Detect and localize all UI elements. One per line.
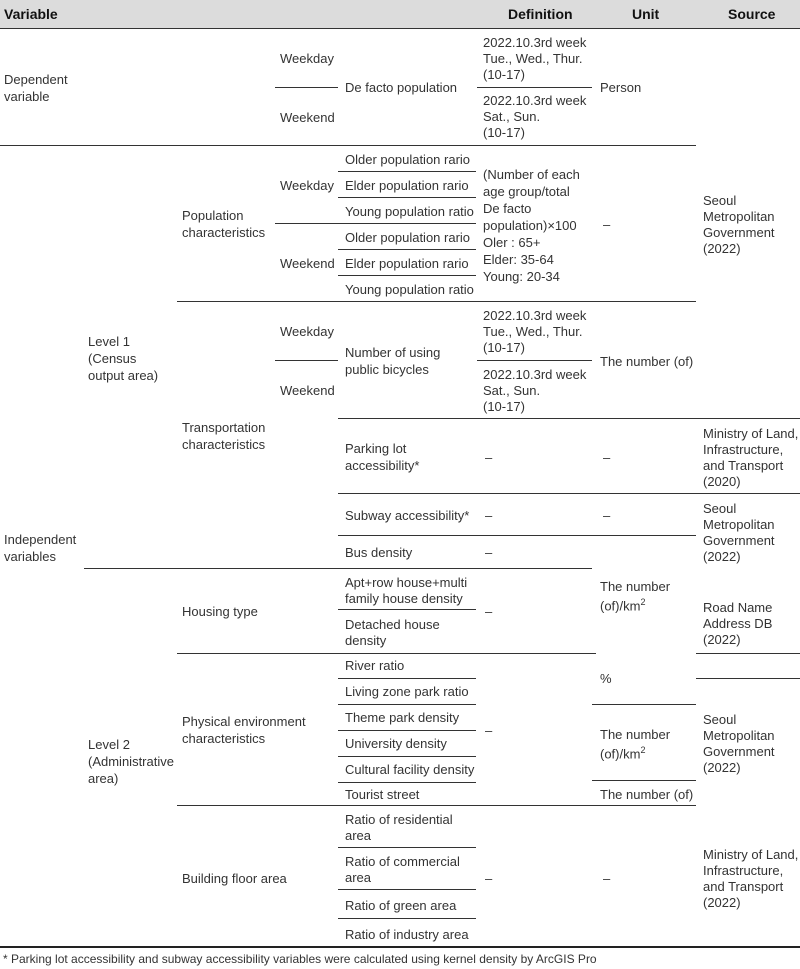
subway-source-1: Seoul xyxy=(703,501,737,516)
phys-source-4: (2022) xyxy=(703,760,741,775)
bike-def-weekend-2: Sat., Sun. xyxy=(483,383,541,398)
phys-source-2: Metropolitan xyxy=(703,728,775,743)
dep-def-weekday-2: Tue., Wed., Thur. xyxy=(483,51,583,66)
bike-def-weekday-2: Tue., Wed., Thur. xyxy=(483,324,583,339)
rule-dep-bottom xyxy=(0,145,696,146)
rule-level1-bottom xyxy=(84,568,592,569)
phys-label-1: Physical environment xyxy=(182,714,306,729)
rule-bike-mid xyxy=(275,360,338,361)
header-source: Source xyxy=(728,6,776,22)
pop-label-1: Population xyxy=(182,208,244,223)
rule-phys-3 xyxy=(338,730,476,731)
rule-phys-unit xyxy=(592,704,696,705)
parking-def: – xyxy=(485,450,493,465)
trans-label-2: characteristics xyxy=(182,437,266,452)
header-definition: Definition xyxy=(508,6,573,22)
rule-pop-1 xyxy=(338,171,476,172)
bfa-source-3: and Transport xyxy=(703,879,784,894)
parking-source-4: (2020) xyxy=(703,474,741,489)
pop-unit: – xyxy=(603,217,611,232)
dep-def-weekend-3: (10-17) xyxy=(483,125,525,140)
rule-pop-5 xyxy=(338,275,476,276)
dep-unit: Person xyxy=(600,80,642,95)
pop-def-7: Young: 20-34 xyxy=(483,269,560,284)
housing-unit-2: $(of)/km^2$ xyxy=(600,597,646,614)
trans-label-1: Transportation xyxy=(182,420,266,435)
subway-def: – xyxy=(485,508,493,523)
bike-def-weekday-3: (10-17) xyxy=(483,340,525,355)
parking-source-2: Infrastructure, xyxy=(703,442,784,457)
subway-source-3: Government xyxy=(703,533,775,548)
housing-source-1: Road Name xyxy=(703,600,773,615)
rule-parking-bottom xyxy=(338,493,800,494)
bfa-item-industry: Ratio of industry area xyxy=(345,927,469,942)
phys-source-3: Government xyxy=(703,744,775,759)
phys-unit-density-1: The number xyxy=(600,727,671,742)
housing-source-2: Address DB xyxy=(703,616,773,631)
rule-pop-2 xyxy=(338,197,476,198)
pop-def-4: population)×100 xyxy=(483,218,577,233)
parking-source-3: and Transport xyxy=(703,458,784,473)
phys-item-tourist: Tourist street xyxy=(345,787,420,802)
dep-def-weekend-1: 2022.10.3rd week xyxy=(483,93,587,108)
pop-label-2: characteristics xyxy=(182,225,266,240)
rule-dep-weekday xyxy=(275,87,338,88)
housing-item-detached-1: Detached house xyxy=(345,617,440,632)
housing-item-apt-1: Apt+row house+multi xyxy=(345,575,468,590)
rule-phys-5 xyxy=(338,782,476,783)
pop-def-5: Oler : 65+ xyxy=(483,235,541,250)
bus-def: – xyxy=(485,545,493,560)
pop-item-elder-weekend: Elder population rario xyxy=(345,256,469,271)
dep-def-weekday-3: (10-17) xyxy=(483,67,525,82)
housing-label: Housing type xyxy=(182,604,258,619)
subway-unit: – xyxy=(603,508,611,523)
level1-label-3: output area) xyxy=(88,368,159,383)
phys-item-park: Living zone park ratio xyxy=(345,684,469,699)
rule-phys-source xyxy=(696,678,800,679)
parking-label-2: accessibility* xyxy=(345,458,420,473)
bfa-source-1: Ministry of Land, xyxy=(703,847,799,862)
pop-weekday: Weekday xyxy=(280,178,334,193)
independent-variables-label-2: variables xyxy=(4,549,57,564)
pop-item-older-weekday: Older population rario xyxy=(345,152,471,167)
header-variable: Variable xyxy=(4,6,58,22)
rule-phys-1 xyxy=(338,678,476,679)
pop-def-3: De facto xyxy=(483,201,532,216)
pop-item-elder-weekday: Elder population rario xyxy=(345,178,469,193)
phys-def: – xyxy=(485,723,493,738)
housing-item-detached-2: density xyxy=(345,633,387,648)
rule-phys-2 xyxy=(338,704,476,705)
level2-label-1: Level 2 xyxy=(88,737,130,752)
housing-def: – xyxy=(485,604,493,619)
pop-source-4: (2022) xyxy=(703,241,741,256)
rule-dep-def xyxy=(477,87,592,88)
phys-unit-density-2: $(of)/km^2$ xyxy=(600,745,646,762)
rule-pop-3 xyxy=(275,223,476,224)
bfa-source-2: Infrastructure, xyxy=(703,863,784,878)
bike-label-2: public bicycles xyxy=(345,362,429,377)
bike-label-1: Number of using xyxy=(345,345,441,360)
dep-def-weekday-1: 2022.10.3rd week xyxy=(483,35,587,50)
dependent-variable-label-2: variable xyxy=(4,89,50,104)
bfa-item-green: Ratio of green area xyxy=(345,898,457,913)
level1-label-2: (Census xyxy=(88,351,137,366)
parking-source-1: Ministry of Land, xyxy=(703,426,799,441)
level2-label-2: (Administrative xyxy=(88,754,174,769)
phys-unit-pct: % xyxy=(600,671,612,686)
bike-def-weekday-1: 2022.10.3rd week xyxy=(483,308,587,323)
pop-def-6: Elder: 35-64 xyxy=(483,252,554,267)
bfa-def: – xyxy=(485,871,493,886)
parking-unit: – xyxy=(603,450,611,465)
phys-label-2: characteristics xyxy=(182,731,266,746)
table-header-background xyxy=(0,0,800,28)
rule-bfa-1 xyxy=(338,847,476,848)
bfa-item-commercial-2: area xyxy=(345,870,372,885)
dep-weekday: Weekday xyxy=(280,51,334,66)
bike-def-weekend-1: 2022.10.3rd week xyxy=(483,367,587,382)
rule-bike-def xyxy=(477,360,592,361)
trans-weekend: Weekend xyxy=(280,383,335,398)
rule-bike-bottom xyxy=(338,418,800,419)
phys-item-cultural: Cultural facility density xyxy=(345,762,475,777)
housing-source-3: (2022) xyxy=(703,632,741,647)
pop-item-young-weekend: Young population ratio xyxy=(345,282,474,297)
dep-weekend: Weekend xyxy=(280,110,335,125)
bfa-label: Building floor area xyxy=(182,871,287,886)
independent-variables-label-1: Independent xyxy=(4,532,77,547)
pop-source-2: Metropolitan xyxy=(703,209,775,224)
pop-source-1: Seoul xyxy=(703,193,737,208)
bfa-source-4: (2022) xyxy=(703,895,741,910)
bfa-item-residential-1: Ratio of residential xyxy=(345,812,453,827)
subway-source-4: (2022) xyxy=(703,549,741,564)
bike-unit: The number (of) xyxy=(600,354,694,369)
pop-item-young-weekday: Young population ratio xyxy=(345,204,474,219)
bfa-item-commercial-1: Ratio of commercial xyxy=(345,854,460,869)
rule-housing-mid xyxy=(338,609,476,610)
parking-label-1: Parking lot xyxy=(345,441,407,456)
rule-pop-bottom xyxy=(177,301,696,302)
dep-measure: De facto population xyxy=(345,80,458,95)
subway-label: Subway accessibility* xyxy=(345,508,470,523)
pop-source-3: Government xyxy=(703,225,775,240)
trans-weekday: Weekday xyxy=(280,324,334,339)
housing-item-apt-2: family house density xyxy=(345,591,463,606)
dependent-variable-label-1: Dependent xyxy=(4,72,68,87)
table-footnote: * Parking lot accessibility and subway accessibility variables were calculated using kernel density by ArcGIS Pro xyxy=(3,952,597,966)
rule-table-bottom xyxy=(0,946,800,948)
bike-def-weekend-3: (10-17) xyxy=(483,399,525,414)
housing-unit-1: The number xyxy=(600,579,671,594)
pop-weekend: Weekend xyxy=(280,256,335,271)
level1-label-1: Level 1 xyxy=(88,334,130,349)
rule-housing-bottom xyxy=(177,653,596,654)
bfa-item-residential-2: area xyxy=(345,828,372,843)
pop-item-older-weekend: Older population rario xyxy=(345,230,471,245)
rule-phys-4 xyxy=(338,756,476,757)
rule-bfa-3 xyxy=(338,918,476,919)
pop-def-2: age group/total xyxy=(483,184,570,199)
rule-header-bottom xyxy=(0,28,800,29)
phys-item-theme: Theme park density xyxy=(345,710,460,725)
phys-item-university: University density xyxy=(345,736,447,751)
rule-housing-source-bottom xyxy=(696,653,800,654)
level2-label-3: area) xyxy=(88,771,119,786)
phys-source-1: Seoul xyxy=(703,712,737,727)
phys-unit-count: The number (of) xyxy=(600,787,694,802)
bus-label: Bus density xyxy=(345,545,413,560)
subway-source-2: Metropolitan xyxy=(703,517,775,532)
dep-def-weekend-2: Sat., Sun. xyxy=(483,109,541,124)
rule-pop-4 xyxy=(338,249,476,250)
rule-subway-bottom xyxy=(338,535,696,536)
rule-phys-bottom xyxy=(177,805,696,806)
phys-item-river: River ratio xyxy=(345,658,405,673)
pop-def-1: (Number of each xyxy=(483,167,580,182)
rule-bfa-2 xyxy=(338,889,476,890)
header-unit: Unit xyxy=(632,6,660,22)
rule-phys-unit-2 xyxy=(592,780,696,781)
bfa-unit: – xyxy=(603,871,611,886)
